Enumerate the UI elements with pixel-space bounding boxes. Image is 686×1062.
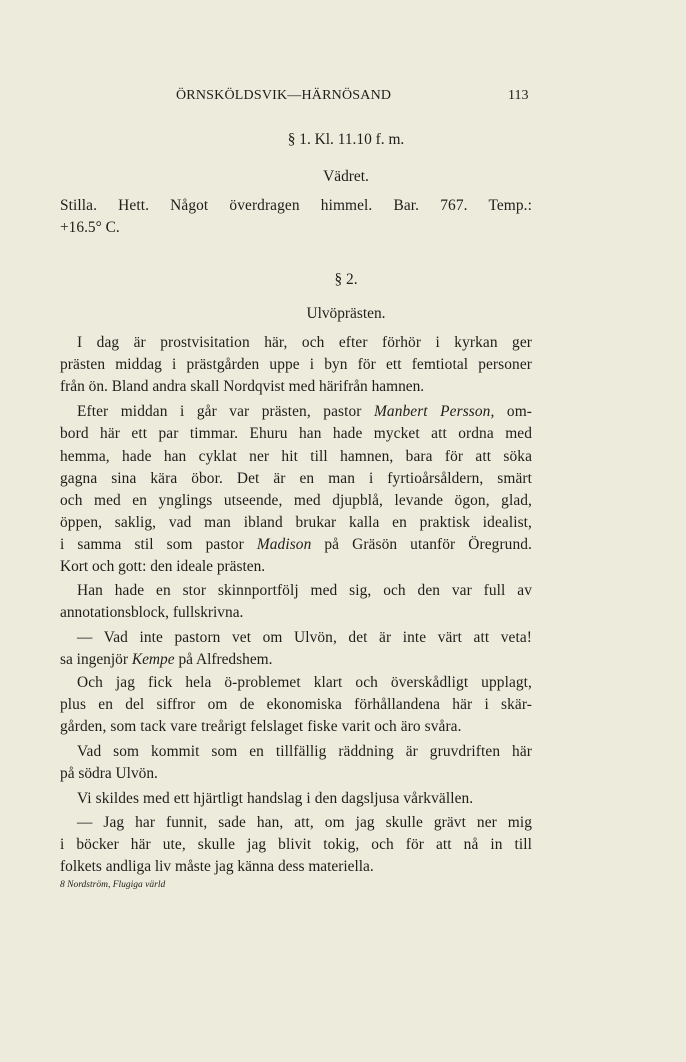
body-line xyxy=(77,402,532,422)
text-run: på Alfredshem. xyxy=(178,651,273,668)
body-line xyxy=(60,535,532,555)
chapter-heading: Ulvöprästen. xyxy=(306,305,386,322)
weather-heading: Vädret. xyxy=(323,168,369,185)
body-line: hemma, hade han cyklat ner hit till hamnen, bara för att söka xyxy=(60,448,532,465)
body-line: bord här ett par timmar. Ehuru han hade mycket att ordna med xyxy=(60,425,532,442)
printer-signature: 8 Nordström, Flugiga värld xyxy=(60,880,166,890)
text-run: Efter middan i går var prästen, pastor xyxy=(77,403,362,420)
body-line: gården, som tack vare treårigt felslaget fiske varit och äro svåra. xyxy=(60,718,462,735)
page-number: 113 xyxy=(508,88,529,103)
body-line: plus en del siffror om de ekonomiska förhållandena här i skär- xyxy=(60,696,532,713)
body-line xyxy=(60,650,272,670)
person-name: Kempe xyxy=(131,651,175,668)
body-line: i böcker här ute, skulle jag blivit tokig, och för att nå in till xyxy=(60,836,532,853)
body-line: Vi skildes med ett hjärtligt handslag i den dagsljusa vårkvällen. xyxy=(77,790,474,807)
body-line: Kort och gott: den ideale prästen. xyxy=(60,558,266,575)
body-line: annotationsblock, fullskrivna. xyxy=(60,604,244,621)
body-line: öppen, saklig, vad man ibland brukar kalla en praktisk idealist, xyxy=(60,514,532,531)
body-line: Och jag fick hela ö-problemet klart och överskådligt upplagt, xyxy=(77,674,532,691)
body-line: — Vad inte pastorn vet om Ulvön, det är inte värt att veta! xyxy=(77,629,532,646)
body-line: och med en ynglings utseende, med djupblå, levande ögon, glad, xyxy=(60,492,532,509)
body-line: gagna sina kära öbor. Det är en man i fyrtioårsåldern, smärt xyxy=(60,470,532,487)
body-line: Han hade en stor skinnportfölj med sig, och den var full av xyxy=(77,582,532,599)
running-title: ÖRNSKÖLDSVIK—HÄRNÖSAND xyxy=(176,88,392,103)
body-line: från ön. Bland andra skall Nordqvist med härifrån hamnen. xyxy=(60,378,425,395)
body-line: Vad som kommit som en tillfällig räddning är gruvdriften här xyxy=(77,743,532,760)
temperature-line: +16.5° C. xyxy=(60,219,120,236)
person-name: Madison xyxy=(256,536,312,553)
text-run: på Gräsön utanför Öregrund. xyxy=(324,536,532,553)
body-line: prästen middag i prästgården uppe i byn för ett femtiotal personer xyxy=(60,356,532,373)
body-line: på södra Ulvön. xyxy=(60,765,158,782)
person-name: Manbert Persson, xyxy=(373,403,495,420)
body-line: folkets andliga liv måste jag känna dess materiella. xyxy=(60,858,374,875)
body-line: I dag är prostvisitation här, och efter förhör i kyrkan ger xyxy=(77,334,532,351)
body-line: — Jag har funnit, sade han, att, om jag skulle grävt ner mig xyxy=(77,814,532,831)
text-run: om- xyxy=(506,403,532,420)
text-run: i samma stil som pastor xyxy=(60,536,244,553)
section-heading-2: § 2. xyxy=(334,271,358,288)
weather-line: Stilla. Hett. Något överdragen himmel. Bar. 767. Temp.: xyxy=(60,197,532,214)
text-run: sa ingenjör xyxy=(60,651,128,668)
section-heading-1: § 1. Kl. 11.10 f. m. xyxy=(287,131,405,148)
